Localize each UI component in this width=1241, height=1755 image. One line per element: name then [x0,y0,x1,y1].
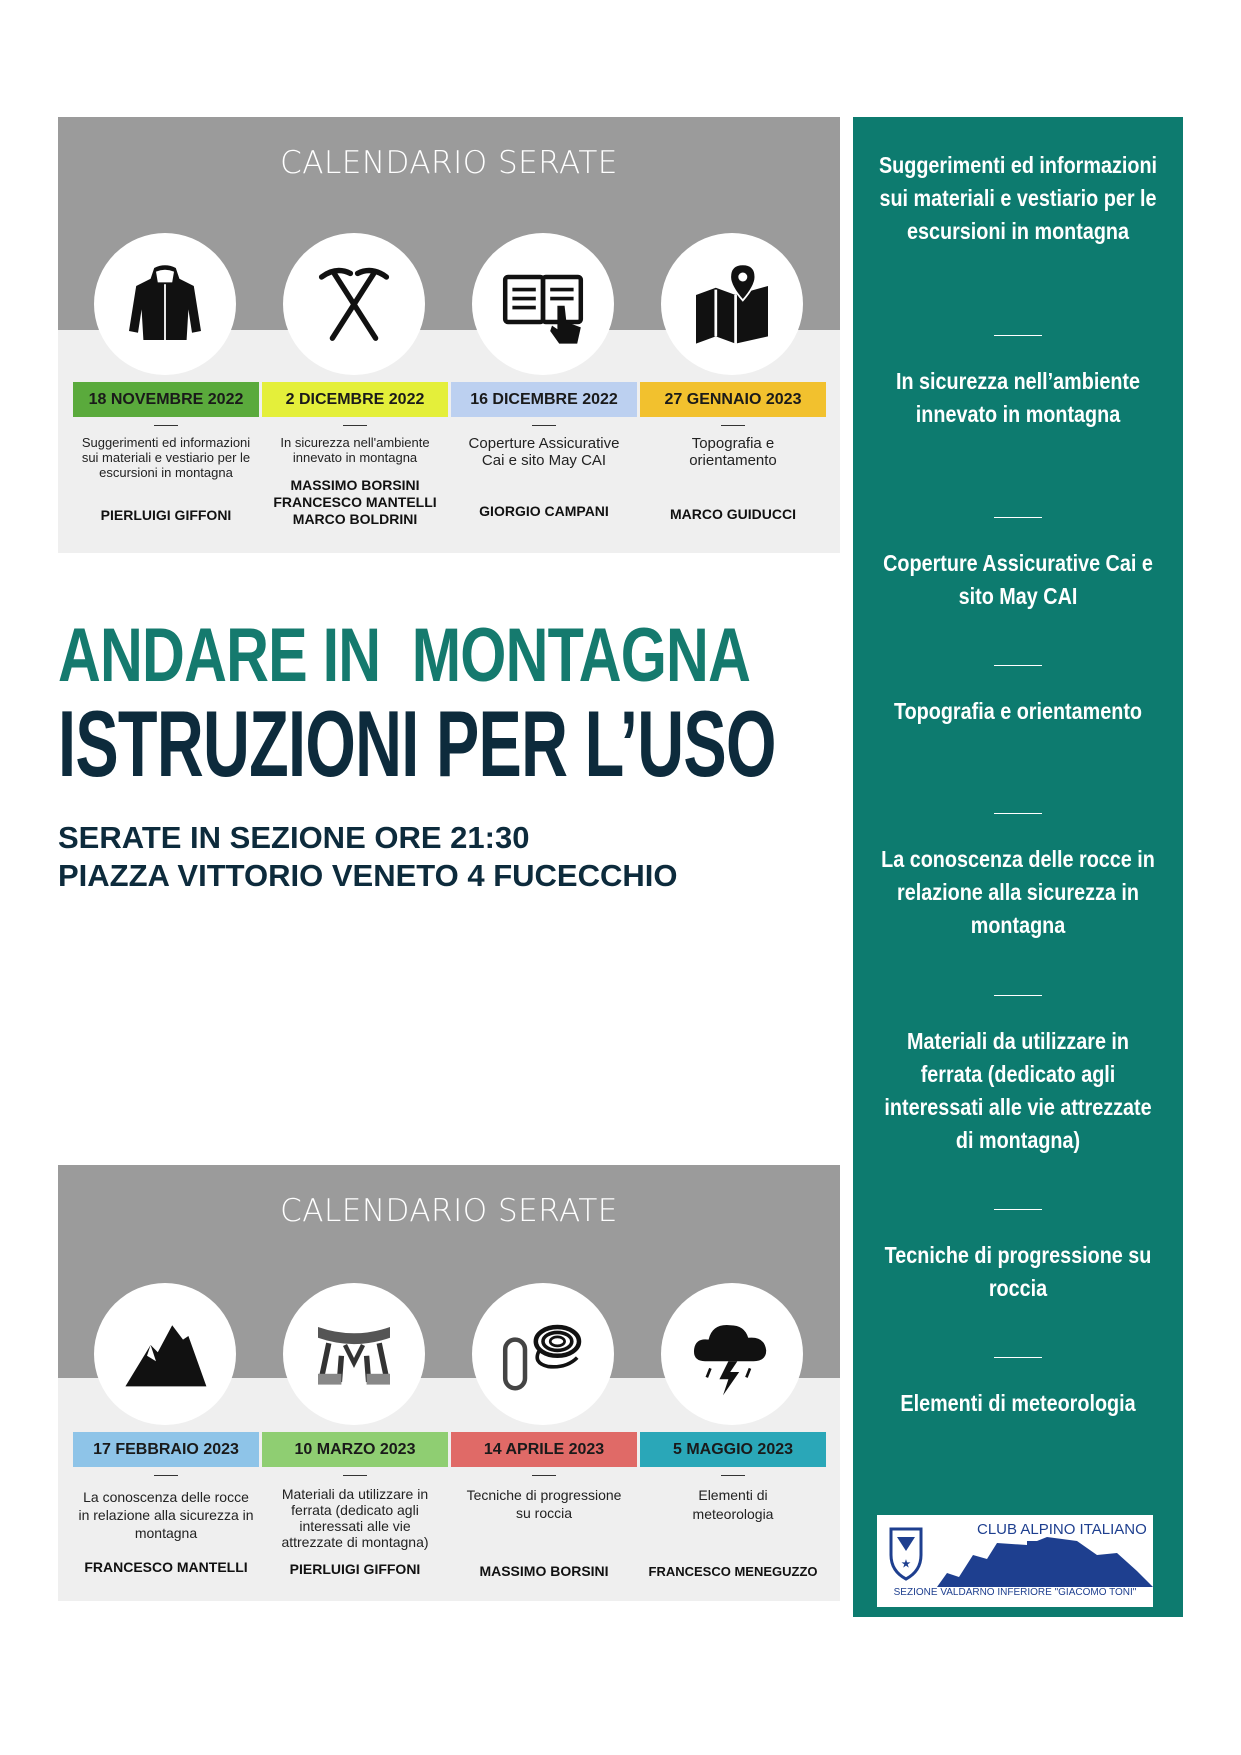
sidebar-item: Suggerimenti ed informazioni sui materiali e vestiario per le escursioni in montagna [878,152,1158,244]
jacket-icon-circle [94,233,236,375]
book-touch-icon [498,259,588,349]
sidebar-divider [994,995,1042,996]
sidebar-divider [994,813,1042,814]
sidebar-divider [994,335,1042,336]
divider [721,1475,745,1476]
location-info: PIAZZA VITTORIO VENETO 4 FUCECCHIO [58,858,678,893]
event-date: 14 APRILE 2023 [451,1432,637,1467]
event-description: Elementi di meteorologia [692,1487,774,1522]
event-description: Coperture Assicurative Cai e sito May CAI [468,435,620,469]
sidebar-divider [994,1357,1042,1358]
event-description: La conoscenza delle rocce in relazione alla sicurezza in montagna [78,1489,254,1541]
cai-logo [877,1515,1153,1607]
harness-icon [309,1309,399,1399]
storm-cloud-icon [687,1309,777,1399]
divider [154,425,178,426]
sidebar-divider [994,665,1042,666]
ice-axes-icon-circle [283,233,425,375]
event-date: 5 MAGGIO 2023 [640,1432,826,1467]
event-speaker: FRANCESCO MANTELLI [84,1559,248,1575]
map-pin-icon [687,259,777,349]
divider [154,1475,178,1476]
sidebar-divider [994,517,1042,518]
divider [343,425,367,426]
event-description: Suggerimenti ed informazioni sui materiali e vestiario per le escursioni in montagna [81,435,251,480]
cai-logo-subtitle: SEZIONE VALDARNO INFERIORE "GIACOMO TONI" [893,1587,1137,1598]
event-speaker: PIERLUIGI GIFFONI [100,507,232,523]
event-speaker: MARCO GUIDUCCI [670,506,796,522]
sidebar-item: Elementi di meteorologia [900,1390,1136,1416]
sidebar-topics [853,117,1183,1617]
calendar-panel-top [58,117,840,553]
headline-line-2: ISTRUZIONI PER L’USO [58,691,776,796]
calendar-heading: CALENDARIO SERATE [280,145,618,181]
cai-logo-title: CLUB ALPINO ITALIANO [977,1521,1147,1538]
mountain-icon [120,1309,210,1399]
event-speaker: PIERLUIGI GIFFONI [289,1561,421,1577]
calendar-panel-bottom [58,1165,840,1601]
divider [721,425,745,426]
map-pin-icon-circle [661,233,803,375]
carabiner-rope-icon-circle [472,1283,614,1425]
event-speaker: FRANCESCO MENEGUZZO [648,1564,818,1579]
event-speaker: MASSIMO BORSINI [479,1563,609,1579]
sidebar-item: Materiali da utilizzare in ferrata (dedicato agli interessati alle vie attrezzate di montagna) [884,1028,1152,1153]
mountain-icon-circle [94,1283,236,1425]
sidebar-item: In sicurezza nell’ambiente innevato in montagna [895,368,1141,427]
sidebar-item: Topografia e orientamento [893,698,1143,724]
sidebar-divider [994,1209,1042,1210]
event-speaker: GIORGIO CAMPANI [479,503,609,519]
event-date: 18 NOVEMBRE 2022 [73,382,259,417]
jacket-icon [120,259,210,349]
storm-cloud-icon-circle [661,1283,803,1425]
ice-axes-icon [309,259,399,349]
sidebar-item: La conoscenza delle rocce in relazione alla sicurezza in montagna [881,846,1155,938]
event-date: 16 DICEMBRE 2022 [451,382,637,417]
divider [343,1475,367,1476]
divider [532,425,556,426]
svg-text:★: ★ [901,1559,911,1570]
event-date: 27 GENNAIO 2023 [640,382,826,417]
event-date: 2 DICEMBRE 2022 [262,382,448,417]
schedule-info: SERATE IN SEZIONE ORE 21:30 [58,820,530,855]
event-description: Topografia e orientamento [689,435,777,469]
carabiner-rope-icon [498,1309,588,1399]
divider [532,1475,556,1476]
event-date: 10 MARZO 2023 [262,1432,448,1467]
book-touch-icon-circle [472,233,614,375]
sidebar-item: Coperture Assicurative Cai e sito May CAI [883,550,1153,609]
harness-icon-circle [283,1283,425,1425]
event-speaker: MASSIMO BORSINI FRANCESCO MANTELLI MARCO BOLDRINI [273,477,437,527]
headline-line-1: ANDARE IN MONTAGNA [58,613,751,698]
event-description: In sicurezza nell'ambiente innevato in montagna [280,435,430,465]
event-description: Materiali da utilizzare in ferrata (dedicato agli interessati alle vie attrezzate di montagna) [281,1486,429,1550]
calendar-heading: CALENDARIO SERATE [280,1193,618,1229]
event-date: 17 FEBBRAIO 2023 [73,1432,259,1467]
event-description: Tecniche di progressione su roccia [466,1487,622,1521]
sidebar-item: Tecniche di progressione su roccia [884,1242,1152,1301]
